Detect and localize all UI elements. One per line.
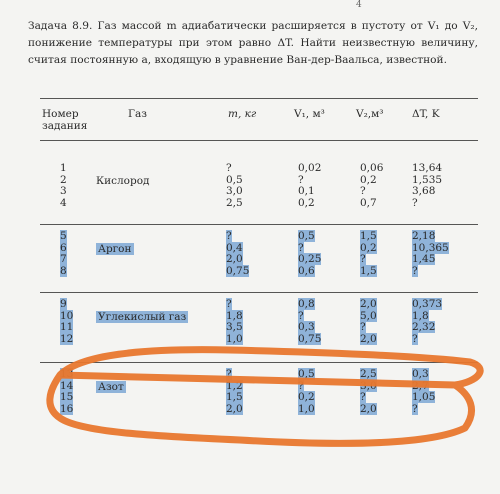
cell-v2: 2,0: [360, 332, 377, 345]
cell-dt: 0,373: [412, 298, 443, 310]
cell-v2: 0,06: [360, 162, 384, 174]
cell-m: 1,5: [226, 391, 243, 404]
header-v2: V₂,м³: [356, 108, 384, 120]
cell-m: ?: [226, 298, 232, 310]
cell-v2: ?: [360, 321, 366, 334]
cell-m: 3,5: [226, 321, 243, 334]
cell-v2: ?: [360, 185, 366, 198]
header-gas: Газ: [128, 108, 147, 120]
cell-dt: 1,8: [412, 309, 429, 322]
cell-m: 3,0: [226, 185, 243, 198]
gas-name: Азот: [98, 380, 124, 393]
row-number: 2: [60, 173, 67, 186]
cell-dt: ?: [412, 196, 418, 209]
cell-v1: 0,8: [298, 298, 315, 310]
row-number: 3: [60, 185, 67, 198]
cell-m: ?: [226, 162, 232, 174]
cell-v2: 1,5: [360, 230, 377, 242]
cell-v2: 2,5: [360, 368, 377, 380]
cell-v1: 0,2: [298, 196, 315, 209]
cell-v1: 1,0: [298, 402, 315, 415]
cell-dt: ?: [412, 264, 418, 277]
row-number: 10: [60, 309, 74, 322]
cell-m: 2,0: [226, 253, 243, 266]
cell-m: 2,0: [226, 402, 243, 415]
gas-name: Аргон: [98, 242, 132, 255]
cell-v1: 0,75: [298, 332, 322, 345]
cell-v2: 3,0: [360, 379, 377, 392]
row-number: 6: [60, 241, 67, 254]
row-number: 12: [60, 332, 74, 345]
cell-v1: 0,2: [298, 391, 315, 404]
cell-v1: 0,3: [298, 321, 315, 334]
cell-m: ?: [226, 230, 232, 242]
cell-dt: 1,05: [412, 391, 436, 404]
row-number: 9: [60, 298, 67, 310]
top-mark: 4: [356, 0, 362, 10]
cell-v1: 0,5: [298, 368, 315, 380]
cell-dt: ?: [412, 402, 418, 415]
row-number: 16: [60, 402, 74, 415]
row-number: 15: [60, 391, 74, 404]
cell-v2: 2,0: [360, 298, 377, 310]
row-number: 7: [60, 253, 67, 266]
cell-v2: 2,0: [360, 402, 377, 415]
cell-v2: ?: [360, 253, 366, 266]
row-number: 13: [60, 368, 74, 380]
cell-dt: 13,64: [412, 162, 443, 174]
row-number: 8: [60, 264, 67, 277]
cell-v2: 0,2: [360, 173, 377, 186]
row-number: 1: [60, 162, 67, 174]
cell-v2: ?: [360, 391, 366, 404]
cell-m: 0,4: [226, 241, 243, 254]
row-number: 11: [60, 321, 74, 334]
cell-m: 0,75: [226, 264, 250, 277]
cell-m: ?: [226, 368, 232, 380]
cell-v1: 0,02: [298, 162, 322, 174]
cell-v1: ?: [298, 379, 304, 392]
cell-v1: 0,25: [298, 253, 322, 266]
cell-v1: ?: [298, 309, 304, 322]
header-dt: ΔT, K: [412, 108, 440, 120]
cell-v1: 0,6: [298, 264, 315, 277]
cell-v1: 0,1: [298, 185, 315, 198]
cell-v2: 1,5: [360, 264, 377, 277]
header-number: Номер задания: [42, 108, 88, 132]
cell-v2: 5,0: [360, 309, 377, 322]
cell-v1: ?: [298, 173, 304, 186]
header-mass: m, кг: [228, 108, 257, 120]
task-statement: Задача 8.9. Газ массой m адиабатически расширяется в пустоту от V₁ до V₂, понижение температуры при этом равно ΔT. Найти неизвестную величину, считая постоянную a, входящую в уравнение Ван-дер-Ваальса, известной.: [28, 20, 478, 66]
cell-dt: ?: [412, 332, 418, 345]
cell-dt: 3,68: [412, 185, 436, 198]
row-number: 14: [60, 379, 74, 392]
cell-m: 0,5: [226, 173, 243, 186]
gas-name: Кислород: [96, 174, 150, 187]
cell-v1: 0,5: [298, 230, 315, 242]
cell-dt: 0,3: [412, 368, 429, 380]
gas-name: Углекислый газ: [98, 310, 187, 323]
cell-dt: 1,535: [412, 173, 443, 186]
header-v1: V₁, м³: [294, 108, 325, 120]
cell-v1: ?: [298, 241, 304, 254]
row-number: 5: [60, 230, 67, 242]
row-number: 4: [60, 196, 67, 209]
cell-m: 1,2: [226, 379, 243, 392]
cell-v2: 0,7: [360, 196, 377, 209]
cell-dt: 2,7: [412, 379, 429, 392]
cell-dt: 1,45: [412, 253, 436, 266]
cell-dt: 2,32: [412, 321, 436, 334]
cell-dt: 10,365: [412, 241, 449, 254]
cell-v2: 0,2: [360, 241, 377, 254]
cell-m: 1,8: [226, 309, 243, 322]
cell-m: 1,0: [226, 332, 243, 345]
cell-m: 2,5: [226, 196, 243, 209]
cell-dt: 2,18: [412, 230, 436, 242]
